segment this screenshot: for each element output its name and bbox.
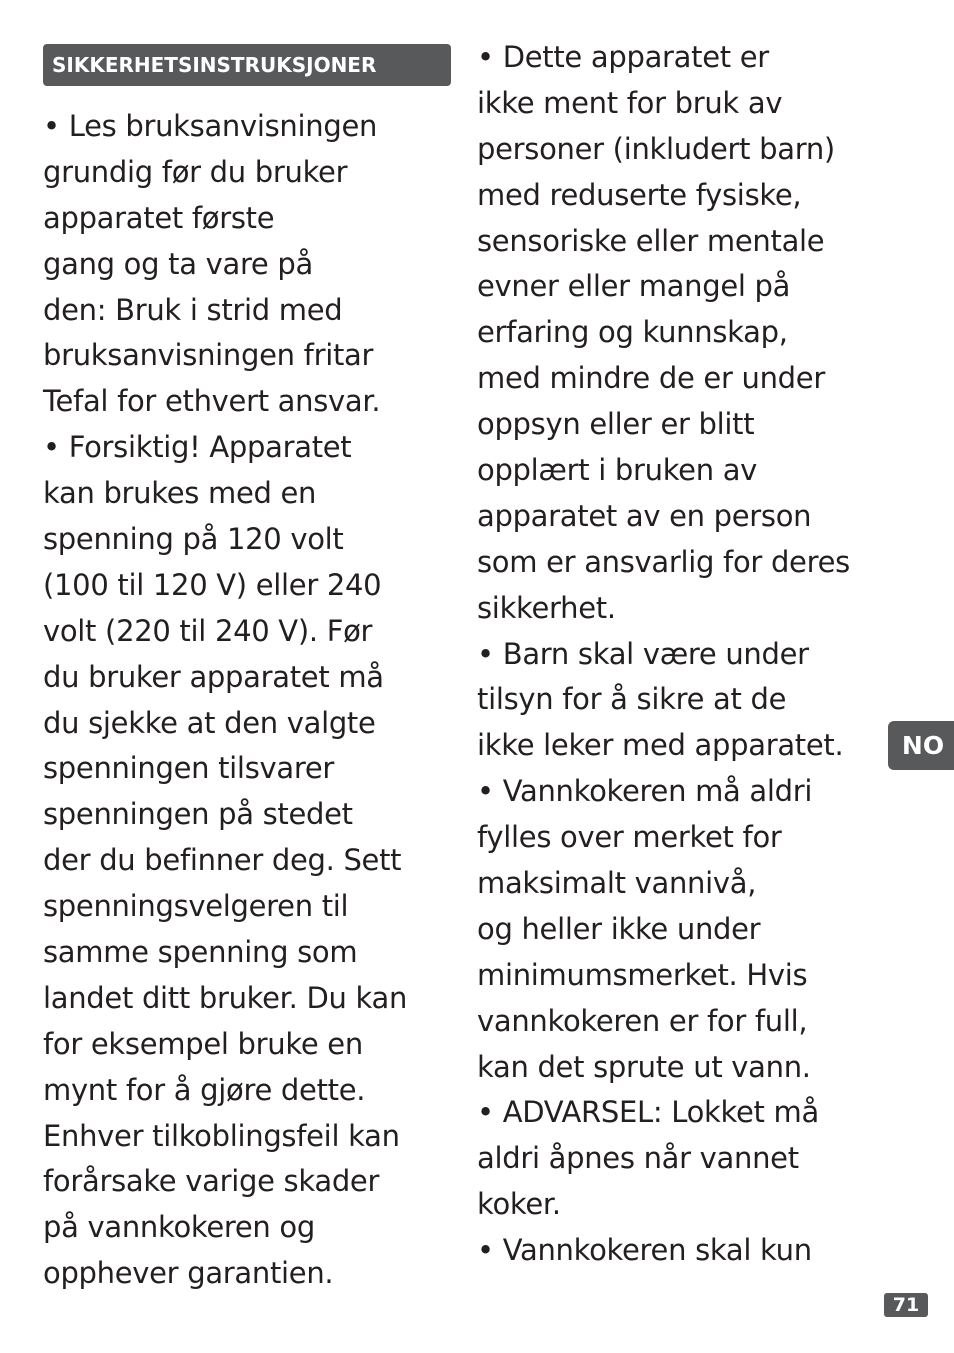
text-line: kan brukes med en (43, 476, 317, 511)
text-line: bruksanvisningen fritar (43, 338, 374, 373)
text-line: (100 til 120 V) eller 240 (43, 567, 382, 602)
text-line: minimumsmerket. Hvis (477, 957, 808, 992)
page-number: 71 (884, 1293, 928, 1317)
text-line: der du befinner deg. Sett (43, 843, 402, 878)
text-line: med reduserte fysiske, (477, 177, 802, 212)
text-line: apparatet av en person (477, 498, 812, 533)
text-line: den: Bruk i strid med (43, 292, 343, 327)
text-line: ikke leker med apparatet. (477, 728, 844, 763)
text-line: erfaring og kunnskap, (477, 315, 788, 350)
text-line: fylles over merket for (477, 820, 782, 855)
text-line: aldri åpnes når vannet (477, 1141, 799, 1176)
text-line: maksimalt vannivå, (477, 866, 757, 901)
text-line: landet ditt bruker. Du kan (43, 980, 408, 1015)
text-line: kan det sprute ut vann. (477, 1049, 811, 1084)
text-line: og heller ikke under (477, 911, 761, 946)
text-line: oppsyn eller er blitt (477, 407, 755, 442)
text-line: på vannkokeren og (43, 1210, 315, 1245)
text-line: tilsyn for å sikre at de (477, 682, 787, 717)
text-line: vannkokeren er for full, (477, 1003, 808, 1038)
text-line: personer (inkludert barn) (477, 131, 835, 166)
section-header: SIKKERHETSINSTRUKSJONER (43, 44, 451, 86)
text-line: spenning på 120 volt (43, 522, 344, 557)
text-line: ikke ment for bruk av (477, 85, 783, 120)
text-line: • Vannkokeren skal kun (477, 1233, 812, 1268)
text-line: apparatet første (43, 200, 275, 235)
text-line: koker. (477, 1187, 561, 1222)
text-line: spenningen på stedet (43, 797, 353, 832)
text-line: for eksempel bruke en (43, 1026, 363, 1061)
left-text-column (43, 104, 453, 1297)
text-line: volt (220 til 240 V). Før (43, 613, 373, 648)
text-line: med mindre de er under (477, 361, 825, 396)
text-line: • Dette apparatet er (477, 40, 769, 74)
text-line: • ADVARSEL: Lokket må (477, 1095, 819, 1130)
text-line: opphever garantien. (43, 1256, 334, 1291)
language-tab: NO (888, 721, 954, 770)
text-line: sikkerhet. (477, 590, 616, 625)
text-line: opplært i bruken av (477, 453, 758, 488)
text-line: grundig før du bruker (43, 154, 348, 189)
text-line: samme spenning som (43, 935, 358, 970)
text-line: som er ansvarlig for deres (477, 544, 850, 579)
text-line: mynt for å gjøre dette. (43, 1072, 366, 1107)
text-line: • Barn skal være under (477, 636, 809, 671)
text-line: • Les bruksanvisningen (43, 109, 378, 143)
text-line: • Forsiktig! Apparatet (43, 430, 352, 465)
text-line: forårsake varige skader (43, 1164, 380, 1199)
text-line: du sjekke at den valgte (43, 705, 376, 740)
text-line: sensoriske eller mentale (477, 223, 825, 258)
text-line: Tefal for ethvert ansvar. (43, 384, 381, 419)
text-line: • Vannkokeren må aldri (477, 774, 813, 809)
text-line: Enhver tilkoblingsfeil kan (43, 1118, 400, 1153)
text-line: du bruker apparatet må (43, 659, 384, 694)
text-line: evner eller mangel på (477, 269, 791, 304)
text-line: spenningsvelgeren til (43, 889, 349, 924)
right-text-column (477, 35, 889, 1274)
text-line: gang og ta vare på (43, 246, 313, 281)
text-line: spenningen tilsvarer (43, 751, 334, 786)
